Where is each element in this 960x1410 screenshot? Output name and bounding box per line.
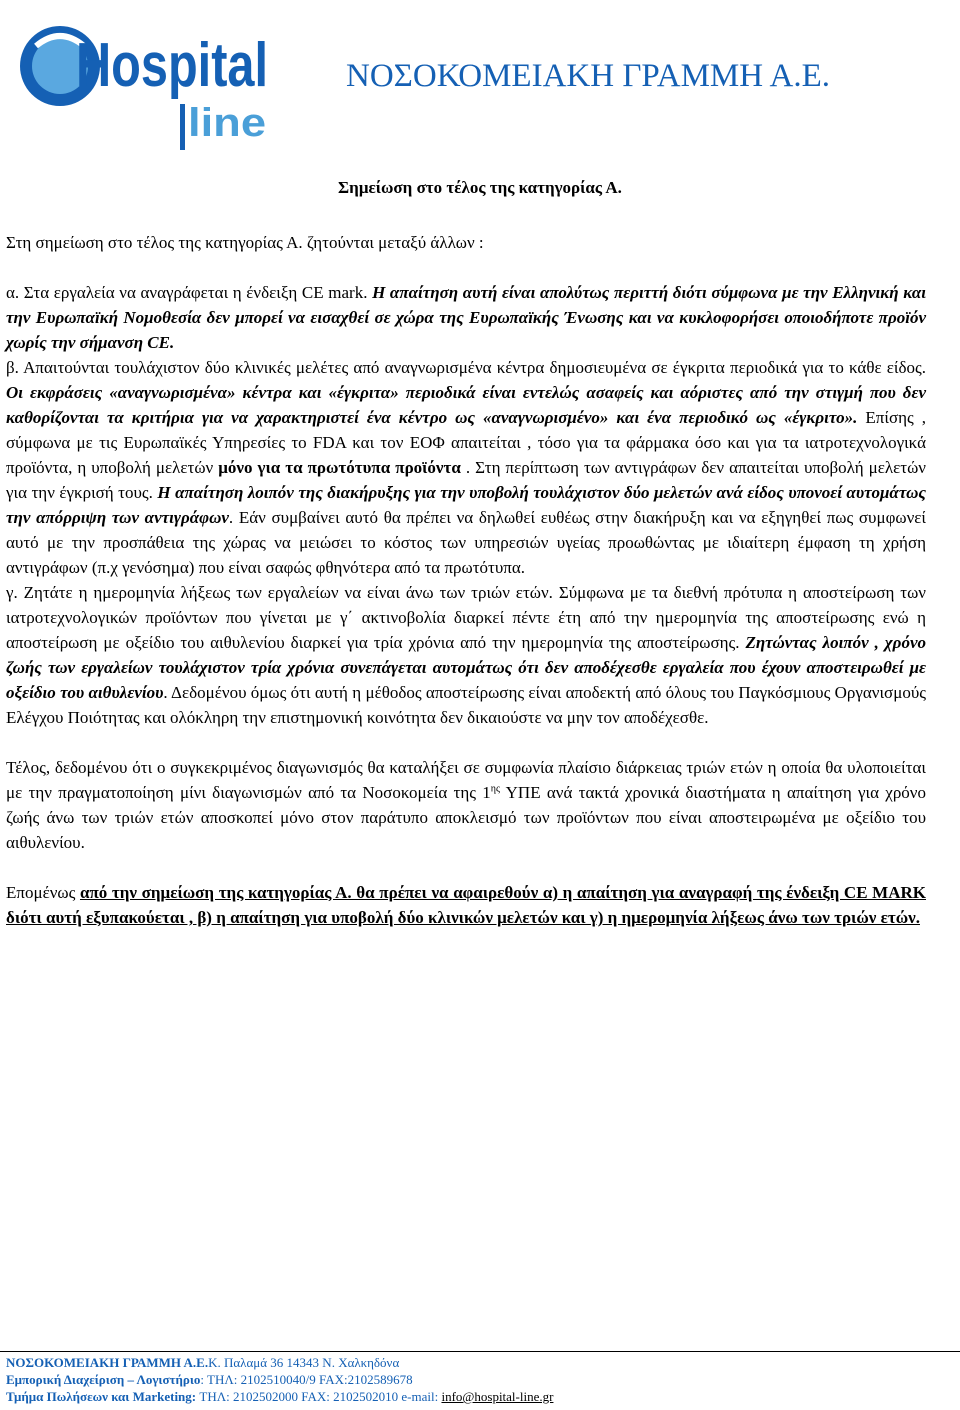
paragraph-b [6, 355, 926, 580]
footer-accounting-contacts: : ΤΗΛ: 2102510040/9 FAX:2102589678 [200, 1372, 413, 1387]
footer-line-company [6, 1354, 946, 1371]
para-a-emphasis: Η απαίτηση αυτή είναι απολύτως περιττή διότι σύμφωνα με την Ελληνική και την Ευρωπαϊκή Νομοθεσία δεν μπορεί να εισαχθεί σε χώρα της Ευρωπαϊκής Ένωσης και να κυκλοφορήσει οποιοδήποτε προϊόν χωρίς την σήμανση CE. [6, 283, 927, 352]
para-c-text-1: γ. Ζητάτε η ημερομηνία λήξεως των εργαλείων να είναι άνω των τριών ετών. Σύμφωνα με τα διεθνή πρότυπα η αποστείρωση των ιατροτεχνολογικών προϊόντων που γίνεται με γ΄ ακτινοβολία διαρκεί πέντε έτη από την ημερομηνία της αποστείρωσης ενώ η αποστείρωση με οξείδιο του αιθυλενίου διαρκεί για τρία χρόνια από την ημερομηνία της αποστείρωσης. [6, 583, 926, 652]
paragraph-final [6, 755, 926, 855]
footer-email-link[interactable]: info@hospital-line.gr [441, 1389, 554, 1404]
conclusion-underlined: από την σημείωση της κατηγορίας Α. θα πρέπει να αφαιρεθούν α) η απαίτηση για αναγραφή της ένδειξη CE MARK διότι αυτή εξυπακούεται , β) η απαίτηση για υποβολή δύο κλινικών μελετών και γ) η ημερομηνία λήξεως άνω των τριών ετών. [6, 883, 927, 927]
para-b-emphasis-2: Η απαίτηση λοιπόν της διακήρυξης για την υποβολή τουλάχιστον δύο μελετών ανά είδος υπονοεί αυτομάτως την απόρριψη των αντιγράφων [6, 483, 926, 527]
conclusion-lead: Επομένως [6, 883, 80, 902]
company-title: ΝΟΣΟΚΟΜΕΙΑΚΗ ΓΡΑΜΜΗ Α.Ε. [346, 58, 831, 94]
conclusion-paragraph [6, 880, 926, 930]
para-final-text-2: ΥΠΕ ανά τακτά χρονικά διαστήματα η απαίτηση για χρόνο ζωής άνω των τριών ετών αποσκοπεί μόνο στον παράτυπο αποκλεισμό των προϊόντων που είναι αποστειρωμένα με οξείδιο του αιθυλενίου. [6, 783, 926, 852]
footer-company-name: ΝΟΣΟΚΟΜΕΙΑΚΗ ΓΡΑΜΜΗ Α.Ε. [6, 1355, 209, 1370]
footer-accounting-label: Εμπορική Διαχείριση – Λογιστήριο [6, 1372, 201, 1387]
para-b-text-2: Επίσης , σύμφωνα με τις Ευρωπαϊκές Υπηρεσίες το FDA και τον ΕΟΦ απαιτείται , τόσο για τα φάρμακα όσο και για τα ιατροτεχνολογικά προϊόντα, η υποβολή μελετών [6, 408, 927, 477]
para-c-text-2: . Δεδομένου όμως ότι αυτή η μέθοδος αποστείρωσης είναι αποδεκτή από όλους του Παγκόσμιους Οργανισμούς Ελέγχου Ποιότητας και ολόκληρη την επιστημονική κοινότητα δεν δικαιούστε να μην τον αποδέχεσθε. [6, 683, 926, 727]
para-final-text-1: Τέλος, δεδομένου ότι ο συγκεκριμένος διαγωνισμός θα καταλήξει σε συμφωνία πλαίσιο διάρκειας τριών ετών η οποία θα υλοποιείται με την πραγματοποίηση μίνι διαγωνισμών από τα Νοσοκομεία της 1 [6, 758, 926, 802]
para-b-text-4: . Εάν συμβαίνει αυτό θα πρέπει να δηλωθεί ευθέως στην διακήρυξη και να εξηγηθεί πως συμφωνεί αυτό με την προσπάθεια της χώρας να μειώσει το κόστος των υπηρεσιών υγείας προωθώντας με ιδιαίτερη έμφαση τη χρήση αντιγράφων (π.χ γενόσημα) που είναι σαφώς φθηνότερα από τα πρωτότυπα. [6, 508, 926, 577]
section-heading: Σημείωση στο τέλος της κατηγορίας Α. [338, 178, 622, 197]
para-b-text-3: . Στη περίπτωση των αντιγράφων δεν απαιτείται υποβολή μελετών για την έγκρισή τους. [6, 458, 926, 502]
logo-word-hospital: Hospital [76, 31, 268, 100]
footer-address: Κ. Παλαμά 36 14343 Ν. Χαλκηδόνα [208, 1355, 400, 1370]
paragraph-a [6, 280, 926, 355]
document-body [6, 230, 926, 930]
intro-paragraph: Στη σημείωση στο τέλος της κατηγορίας Α. ζητούνται μεταξύ άλλων : [6, 233, 484, 252]
hospital-line-logo [12, 6, 274, 152]
para-b-text-1: β. Απαιτούνται τουλάχιστον δύο κλινικές μελέτες από αναγνωρισμένα κέντρα δημοσιευμένα σε έγκριτα περιοδικά για το κάθε είδος. [6, 358, 926, 377]
para-b-bold: μόνο για τα πρωτότυπα προϊόντα [218, 458, 461, 477]
para-b-emphasis-1: Οι εκφράσεις «αναγνωρισμένα» κέντρα και «έγκριτα» περιοδικά είναι εντελώς ασαφείς και αόριστες από την στιγμή που δεν καθορίζονται τα κριτήρια για να χαρακτηριστεί ένα κέντρο ως «αναγνωρισμένο» και ένα περιοδικό ως «έγκριτο». [6, 383, 926, 427]
footer-line-sales [6, 1388, 946, 1405]
footer-sales-contacts: ΤΗΛ: 2102502000 FAX: 2102502010 e-mail: [196, 1389, 442, 1404]
para-c-emphasis: Ζητώντας λοιπόν , χρόνο ζωής των εργαλείων τουλάχιστον τρία χρόνια συνεπάγεται αυτομάτως ότι δεν αποδέχεσθε εργαλεία που έχουν αποστειρωθεί με οξείδιο του αιθυλενίου [6, 633, 926, 702]
para-a-text: α. Στα εργαλεία να αναγράφεται η ένδειξη CE mark. [6, 283, 373, 302]
ordinal-suffix: ης [490, 783, 500, 795]
footer-line-accounting [6, 1371, 946, 1388]
logo-word-line: line [188, 101, 266, 145]
paragraph-c [6, 580, 926, 730]
footer-sales-label: Τμήμα Πωλήσεων και Marketing: [6, 1389, 197, 1404]
footer [6, 1354, 946, 1405]
footer-divider [0, 1351, 960, 1352]
